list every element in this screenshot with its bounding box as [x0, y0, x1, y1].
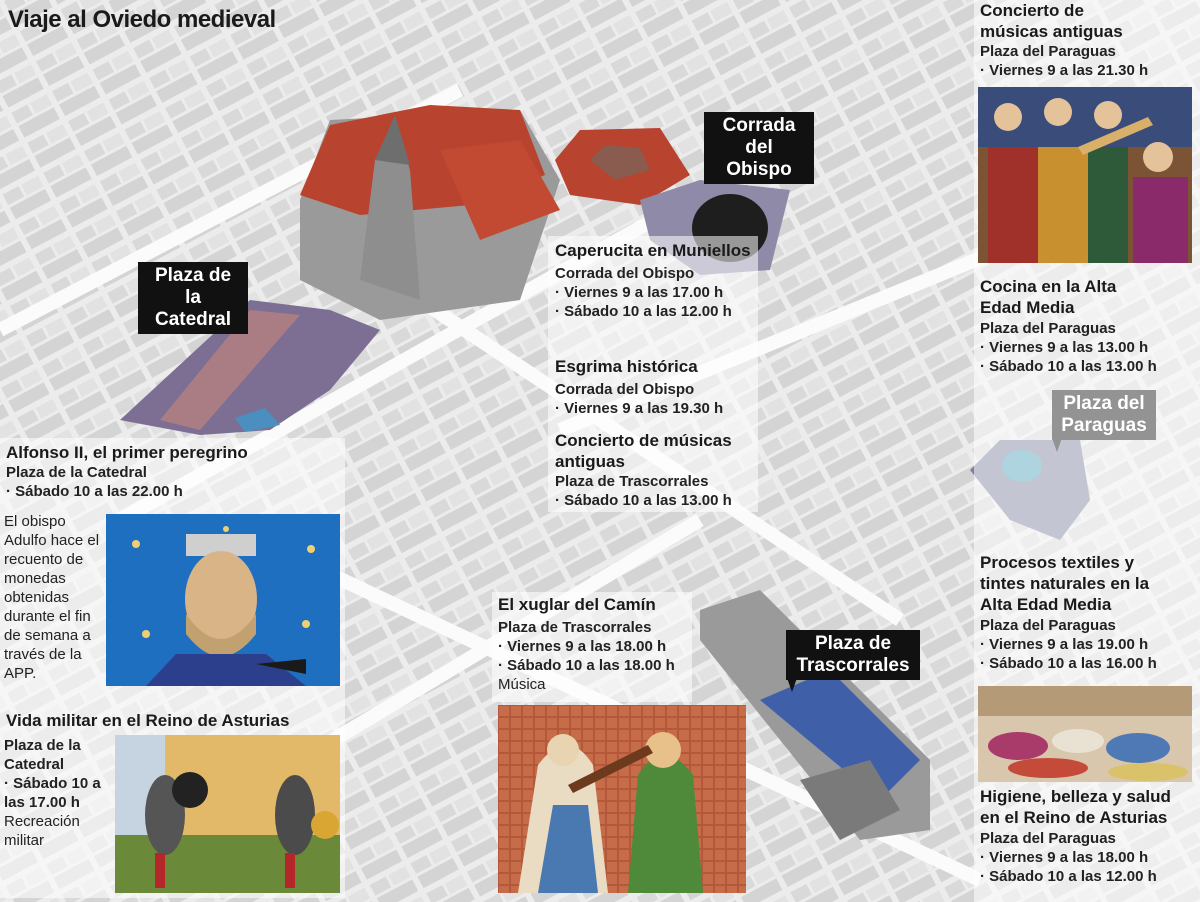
event-note: Música — [498, 676, 546, 693]
event-caperucita — [555, 240, 755, 321]
event-alfonso — [6, 442, 306, 501]
event-place: Plaza del Paraguas — [980, 617, 1116, 634]
event-title: Concierto de músicas antiguas — [980, 1, 1123, 41]
event-xuglar — [498, 594, 698, 694]
minstrel-illustration — [498, 705, 746, 893]
event-time: · Viernes 9 a las 18.00 h — [498, 637, 698, 656]
event-time: · Sábado 10 a las 16.00 h — [980, 654, 1195, 673]
event-time: · Viernes 9 a las 19.30 h — [555, 399, 755, 418]
event-time: · Viernes 9 a las 19.00 h — [980, 635, 1195, 654]
event-title: Esgrima histórica — [555, 357, 698, 376]
event-title: Concierto de músicas antiguas — [555, 431, 732, 471]
event-place: Corrada del Obispo — [555, 265, 695, 282]
event-place: Plaza de la Catedral — [6, 464, 147, 481]
event-place: Plaza del Paraguas — [980, 43, 1116, 60]
event-time: · Sábado 10 a las 22.00 h — [6, 482, 306, 501]
event-times — [6, 482, 306, 501]
alfonso-illustration — [106, 514, 340, 686]
event-times — [555, 491, 750, 510]
event-time: · Viernes 9 a las 18.00 h — [980, 848, 1195, 867]
event-time: · Sábado 10 a las 12.00 h — [980, 867, 1195, 886]
event-time: · Sábado 10 a las 13.00 h — [980, 357, 1195, 376]
event-cocina — [980, 276, 1195, 376]
event-concierto-paraguas — [980, 0, 1195, 80]
event-title: Vida militar en el Reino de Asturias — [6, 711, 290, 730]
event-place: Plaza del Paraguas — [980, 320, 1116, 337]
event-title: Caperucita en Muniellos — [555, 241, 751, 260]
event-note: Recreación militar — [4, 813, 80, 849]
event-times — [980, 61, 1195, 80]
event-higiene — [980, 786, 1195, 886]
event-place: Plaza de Trascorrales — [498, 619, 652, 636]
event-place: Plaza de la Catedral — [4, 737, 81, 773]
pointer-plaza-trascorrales — [787, 678, 797, 692]
event-title: Alfonso II, el primer peregrino — [6, 443, 248, 462]
label-plaza-trascorrales: Plaza de Trascorrales — [786, 630, 920, 680]
label-plaza-catedral: Plaza de la Catedral — [138, 262, 248, 334]
military-photo — [115, 735, 340, 893]
event-times — [4, 774, 109, 812]
event-title: Procesos textiles y tintes naturales en la Alta Edad Media — [980, 553, 1150, 614]
event-times — [980, 635, 1195, 673]
event-times — [980, 338, 1195, 376]
event-times — [980, 848, 1195, 886]
event-concierto-trascorrales — [555, 430, 750, 510]
event-time: · Viernes 9 a las 17.00 h — [555, 283, 755, 302]
event-place: Plaza de Trascorrales — [555, 473, 709, 490]
pointer-plaza-catedral — [232, 310, 242, 324]
musicians-illustration — [978, 87, 1192, 263]
market-photo — [978, 686, 1192, 782]
event-place: Plaza del Paraguas — [980, 830, 1116, 847]
event-time: · Sábado 10 a las 18.00 h — [498, 656, 698, 675]
event-note: El obispo Adulfo hace el recuento de monedas obtenidas durante el fin de semana a través de la APP. — [4, 513, 100, 682]
event-time: · Sábado 10 a las 13.00 h — [555, 491, 750, 510]
event-title: El xuglar del Camín — [498, 595, 656, 614]
page-title: Viaje al Oviedo medieval — [8, 6, 276, 33]
label-corrada-obispo: Corrada del Obispo — [704, 112, 814, 184]
event-time: · Viernes 9 a las 21.30 h — [980, 61, 1195, 80]
event-esgrima — [555, 356, 755, 418]
event-title: Higiene, belleza y salud en el Reino de Asturias — [980, 787, 1171, 827]
event-time: · Sábado 10 a las 17.00 h — [4, 774, 109, 812]
event-place: Corrada del Obispo — [555, 381, 695, 398]
event-times — [555, 283, 755, 321]
event-time: · Sábado 10 a las 12.00 h — [555, 302, 755, 321]
event-title: Cocina en la Alta Edad Media — [980, 277, 1117, 317]
event-times — [498, 637, 698, 675]
event-time: · Viernes 9 a las 13.00 h — [980, 338, 1195, 357]
event-vida-militar — [6, 710, 326, 731]
event-textiles — [980, 552, 1195, 673]
pointer-corrada-obispo — [705, 160, 715, 174]
cathedral-building — [300, 105, 560, 320]
event-times — [555, 399, 755, 418]
event-vida-militar-details — [4, 736, 109, 850]
